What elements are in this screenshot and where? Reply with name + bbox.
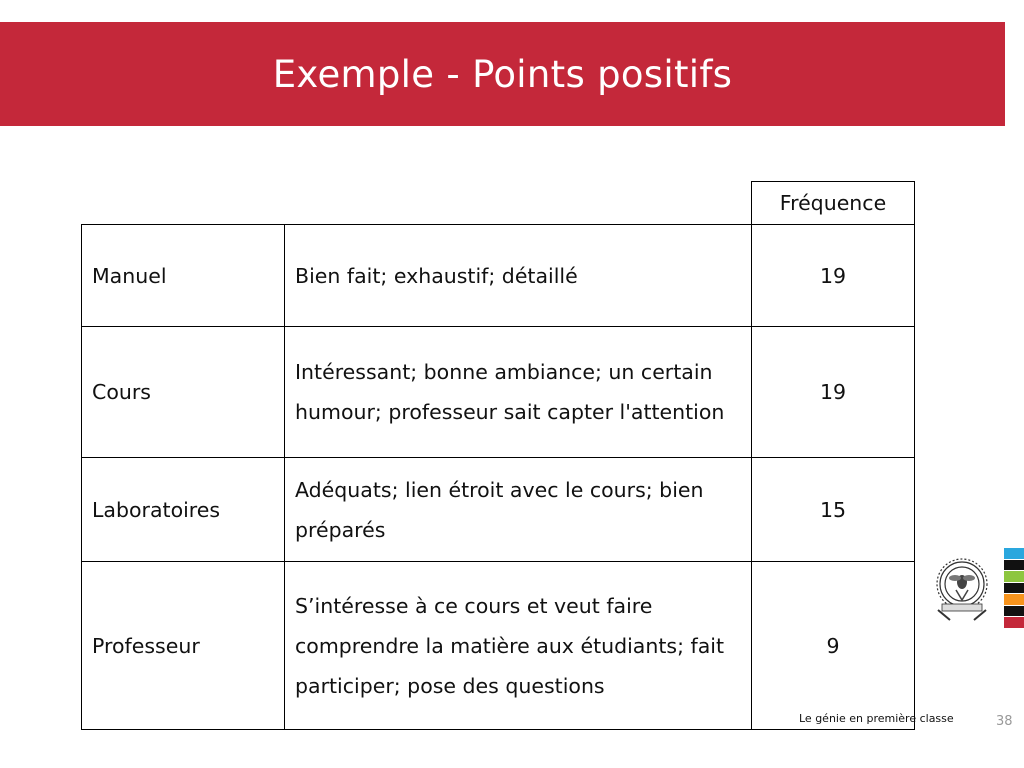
page-number: 38 [996, 714, 1013, 729]
table-row [82, 562, 915, 730]
table-row [82, 458, 915, 562]
stripe-blue [1004, 548, 1024, 559]
stripe-black [1004, 583, 1024, 594]
comments-cell: Bien fait; exhaustif; détaillé [285, 225, 752, 327]
frequency-cell: 19 [752, 327, 915, 458]
points-table [81, 181, 915, 730]
comments-cell: S’intéresse à ce cours et veut faire comprendre la matière aux étudiants; fait participer; pose des questions [285, 562, 752, 730]
frequency-cell: 9 [752, 562, 915, 730]
slide-title: Exemple - Points positifs [272, 52, 733, 96]
category-cell: Manuel [82, 225, 285, 327]
table-header-row [82, 182, 915, 225]
category-cell: Professeur [82, 562, 285, 730]
comments-cell: Adéquats; lien étroit avec le cours; bien préparés [285, 458, 752, 562]
frequency-cell: 15 [752, 458, 915, 562]
category-cell: Laboratoires [82, 458, 285, 562]
category-cell: Cours [82, 327, 285, 458]
table-row [82, 327, 915, 458]
stripe-black [1004, 606, 1024, 617]
color-stripes [1004, 548, 1024, 629]
university-seal-icon [930, 554, 994, 626]
blank-header-cell [82, 182, 752, 225]
stripe-green [1004, 571, 1024, 582]
table-row [82, 225, 915, 327]
frequency-cell: 19 [752, 225, 915, 327]
comments-cell: Intéressant; bonne ambiance; un certain humour; professeur sait capter l'attention [285, 327, 752, 458]
stripe-black [1004, 560, 1024, 571]
title-bar [0, 22, 1005, 126]
stripe-red [1004, 617, 1024, 628]
footer-tagline: Le génie en première classe [799, 712, 954, 725]
frequency-header: Fréquence [752, 182, 915, 225]
stripe-orange [1004, 594, 1024, 605]
